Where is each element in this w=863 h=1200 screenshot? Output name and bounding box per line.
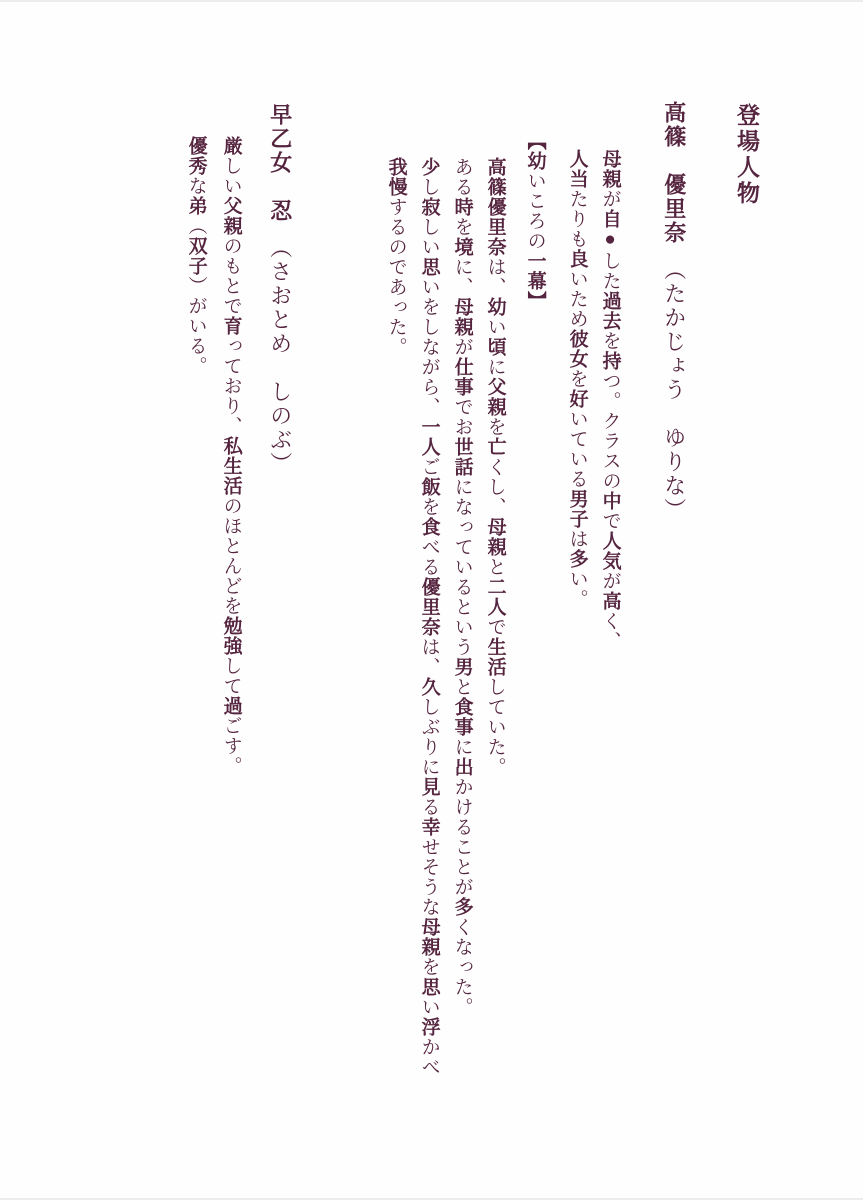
page-top-edge bbox=[0, 0, 863, 2]
story-line: 高篠優里奈は、幼い頃に父親を亡くし、母親と二人で生活していた。 bbox=[484, 157, 506, 777]
story-line: 少し寂しい思いをしながら、一人ご飯を食べる優里奈は、久しぶりに見る幸せそうな母親を思い浮かべ bbox=[418, 157, 440, 1077]
profile-line: 母親が自●した過去を持つ。クラスの中で人気が高く、 bbox=[599, 149, 621, 651]
profile-line: 優秀な弟（双子）がいる。 bbox=[185, 136, 207, 376]
profile-line: 厳しい父親のもとで育っており、私生活のほとんどを勉強して過ごす。 bbox=[220, 136, 242, 776]
character-name-saotome: 早乙女 忍 （さおとめ しのぶ） bbox=[267, 103, 293, 476]
page-title: 登場人物 bbox=[734, 103, 761, 207]
story-line: 我慢するのであった。 bbox=[385, 157, 407, 357]
character-name-takajo: 高篠 優里奈 （たかじょう ゆりな） bbox=[661, 101, 687, 522]
profile-line: 人当たりも良いため彼女を好いている男子は多い。 bbox=[566, 149, 588, 609]
story-line: ある時を境に、母親が仕事でお世話になっているという男と食事に出かけることが多くなった。 bbox=[451, 157, 473, 1017]
scene-heading: 【幼いころの一幕】 bbox=[524, 131, 546, 311]
